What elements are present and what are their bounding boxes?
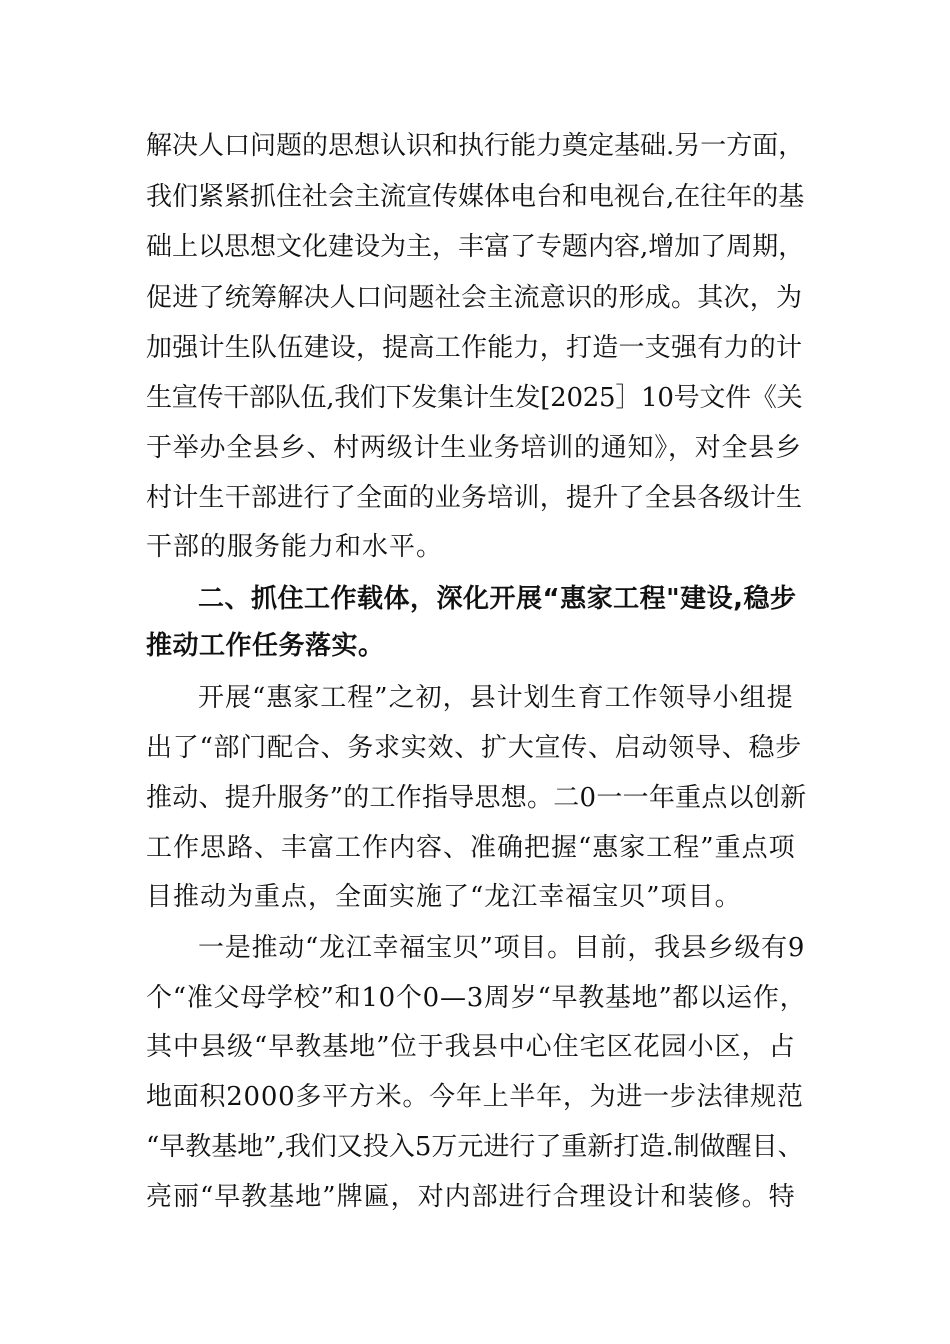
body-text-line: “早教基地”,我们又投入5万元进行了重新打造.制做醒目、 bbox=[146, 1132, 804, 1162]
body-text-line: 地面积2000多平方米。今年上半年，为进一步法律规范 bbox=[146, 1082, 804, 1112]
body-text-line: 我们紧紧抓住社会主流宣传媒体电台和电视台,在往年的基 bbox=[146, 182, 805, 212]
body-text-line: 工作思路、丰富工作内容、准确把握“惠家工程”重点项 bbox=[146, 833, 796, 863]
body-text-line: 推动、提升服务”的工作指导思想。二0一一年重点以创新 bbox=[146, 783, 807, 813]
body-text-line: 一是推动“龙江幸福宝贝”项目。目前，我县乡级有9 bbox=[198, 933, 806, 963]
body-text-line: 加强计生队伍建设，提高工作能力，打造一支强有力的计 bbox=[146, 333, 803, 363]
section-heading-line: 二、抓住工作载体，深化开展“惠家工程"建设,稳步 bbox=[198, 584, 797, 614]
body-text-line: 促进了统筹解决人口问题社会主流意识的形成。其次，为 bbox=[146, 283, 803, 313]
body-text-line: 其中县级“早教基地”位于我县中心住宅区花园小区，占 bbox=[146, 1032, 796, 1062]
body-text-line: 亮丽“早教基地”牌匾，对内部进行合理设计和装修。特 bbox=[146, 1182, 796, 1212]
body-text-line: 干部的服务能力和水平。 bbox=[146, 532, 444, 562]
body-text-line: 生宣传干部队伍,我们下发集计生发[2025］10号文件《关 bbox=[146, 383, 803, 413]
body-text-line: 于举办全县乡、村两级计生业务培训的通知》，对全县乡 bbox=[146, 433, 802, 463]
body-text-line: 解决人口问题的思想认识和执行能力奠定基础.另一方面， bbox=[146, 131, 805, 161]
body-text-line: 础上以思想文化建设为主，丰富了专题内容,增加了周期， bbox=[146, 232, 805, 262]
body-text-line: 个“准父母学校”和10个0—3周岁“早教基地”都以运作， bbox=[146, 983, 807, 1013]
body-text-line: 村计生干部进行了全面的业务培训，提升了全县各级计生 bbox=[146, 483, 803, 513]
body-text-line: 目推动为重点，全面实施了“龙江幸福宝贝”项目。 bbox=[146, 882, 742, 912]
body-text-line: 出了“部门配合、务求实效、扩大宣传、启动领导、稳步 bbox=[146, 733, 803, 763]
body-text-line: 开展“惠家工程”之初，县计划生育工作领导小组提 bbox=[198, 683, 794, 713]
section-heading-line: 推动工作任务落实。 bbox=[146, 631, 385, 661]
